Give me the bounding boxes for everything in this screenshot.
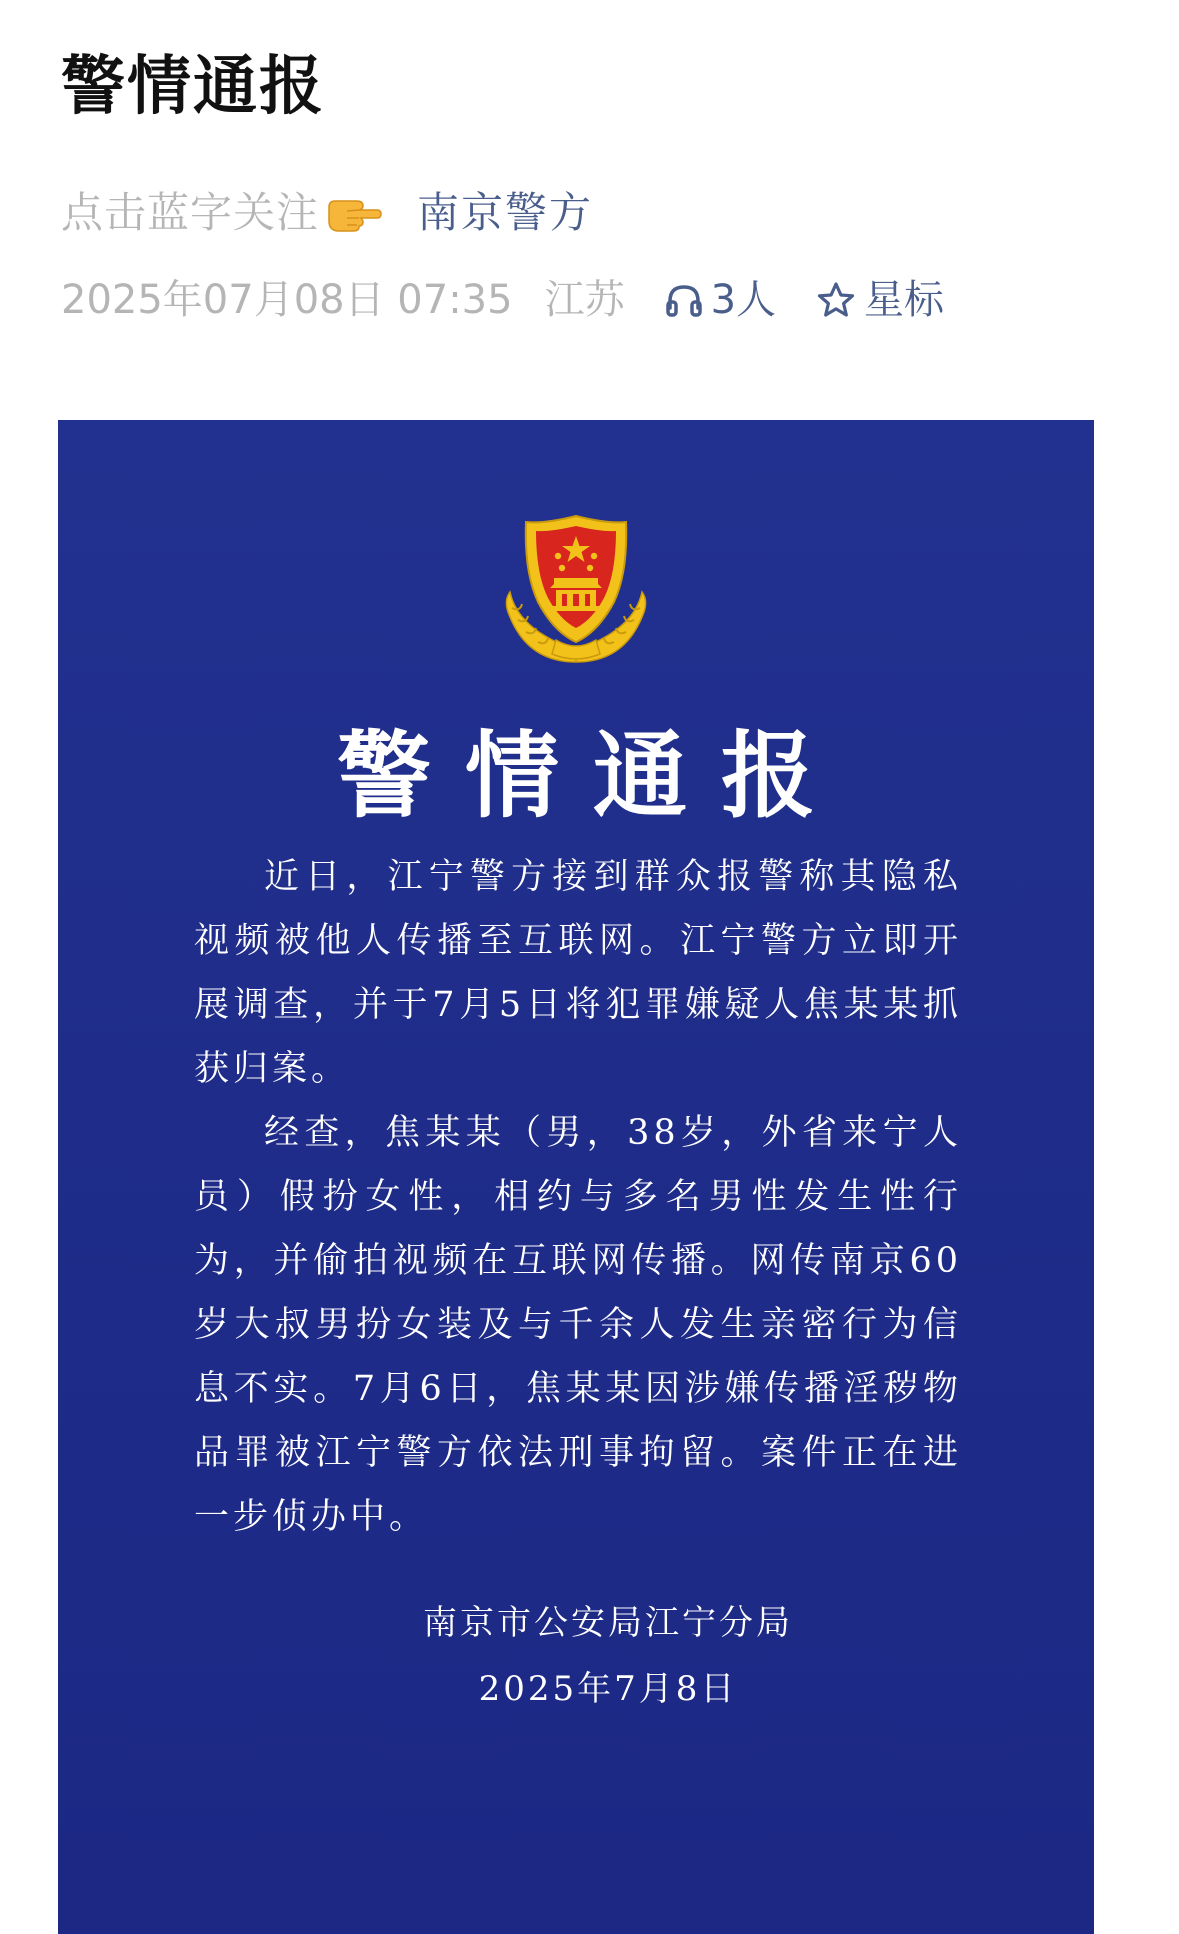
publish-location: 江苏: [544, 277, 625, 323]
notice-body: [194, 845, 962, 1549]
headphones-icon: [665, 282, 703, 318]
follow-row: [61, 185, 593, 241]
account-name-link[interactable]: 南京警方: [417, 188, 594, 237]
notice-paragraph: 经查，焦某某（男，38岁，外省来宁人员）假扮女性，相约与多名男性发生性行为，并偷拍视频在互联网传播。网传南京60岁大叔男扮女装及与千余人发生亲密行为信息不实。7月6日，焦某某因涉嫌传播淫秽物品罪被江宁警方依法刑事拘留。案件正在进一步侦办中。: [194, 1113, 962, 1537]
follow-prompt: 点击蓝字关注: [61, 188, 320, 237]
listener-count: 3人: [710, 277, 777, 323]
pointing-hand-icon: [325, 193, 383, 233]
meta-row: [61, 272, 944, 328]
police-notice-image: [58, 420, 1094, 1934]
listen-button[interactable]: [665, 277, 777, 323]
notice-signature: [358, 1590, 858, 1722]
star-outline-icon: [816, 281, 856, 319]
police-emblem-icon: [496, 512, 656, 674]
signature-organization: 南京市公安局江宁分局: [423, 1603, 793, 1643]
signature-date: 2025年7月8日: [478, 1669, 738, 1709]
notice-heading: 警情通报: [336, 721, 849, 831]
star-label: 星标: [864, 277, 945, 323]
notice-paragraph: 近日，江宁警方接到群众报警称其隐私视频被他人传播至互联网。江宁警方立即开展调查，并于7月5日将犯罪嫌疑人焦某某抓获归案。: [194, 857, 962, 1089]
star-button[interactable]: [816, 277, 945, 323]
publish-datetime: 2025年07月08日 07:35: [61, 277, 513, 323]
article-title: 警情通报: [61, 50, 325, 124]
